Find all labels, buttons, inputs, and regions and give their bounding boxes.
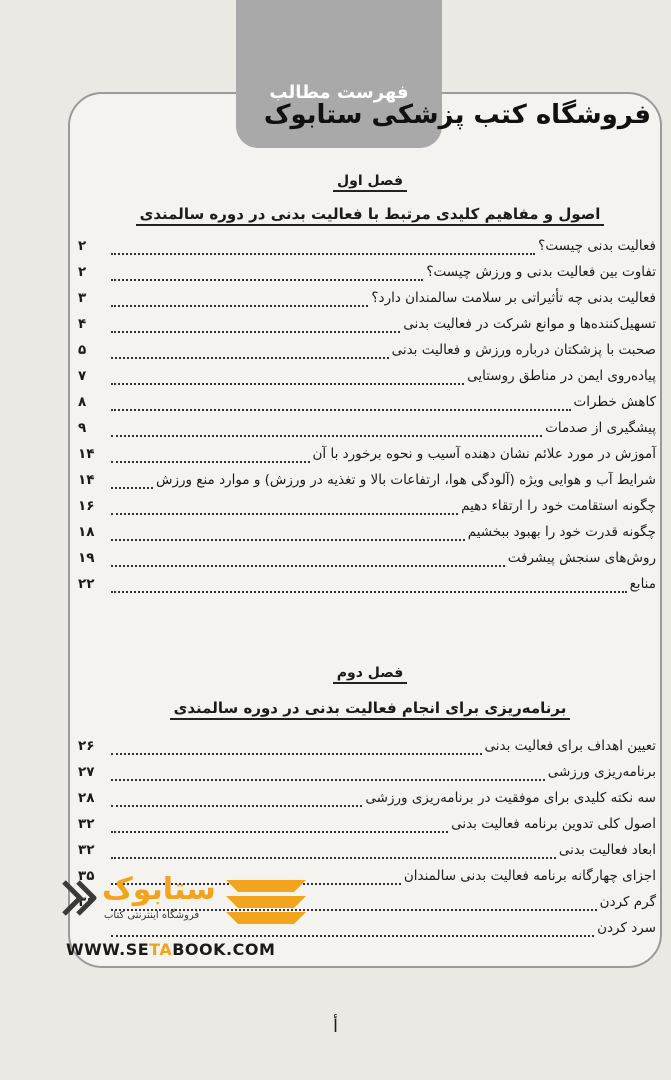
- toc-entry-label: چگونه قدرت خود را بهبود ببخشیم: [467, 524, 656, 540]
- toc-entry-page: ۳۲: [78, 842, 95, 858]
- toc-entry: [78, 842, 656, 868]
- toc-heading: فهرست مطالب: [269, 82, 409, 103]
- toc-entry: [78, 576, 656, 602]
- toc-leader-dots: [111, 753, 482, 755]
- toc-entry-label: روش‌های سنجش پیشرفت: [507, 550, 656, 566]
- toc-leader-dots: [111, 461, 310, 463]
- toc-entry: [78, 472, 656, 498]
- chapter1-toc: [78, 238, 656, 602]
- toc-entry: [78, 394, 656, 420]
- toc-entry: [78, 446, 656, 472]
- toc-entry-page: ۳: [78, 290, 87, 306]
- toc-entry-page: ۱۸: [78, 524, 95, 540]
- toc-entry-label: اصول کلی تدوین برنامه فعالیت بدنی: [451, 816, 656, 832]
- toc-entry-page: ۲: [78, 238, 87, 254]
- toc-entry-page: ۳۶: [78, 894, 95, 910]
- toc-entry-page: ۲۸: [78, 790, 95, 806]
- toc-entry-page: ۷: [78, 368, 87, 384]
- chevron-arrows-icon: [64, 882, 94, 914]
- logo-url-suffix: BOOK.COM: [172, 940, 276, 959]
- toc-leader-dots: [111, 935, 594, 937]
- toc-entry-label: گرم کردن: [599, 894, 656, 910]
- toc-entry: [78, 816, 656, 842]
- logo-wordmark: ستابوک: [102, 872, 216, 907]
- logo-url-prefix: WWW.SE: [66, 940, 150, 959]
- toc-entry-page: ۳۵: [78, 868, 95, 884]
- toc-entry-label: منابع: [629, 576, 656, 592]
- chapter1-heading: [80, 170, 660, 192]
- toc-entry: [78, 498, 656, 524]
- toc-entry-page: ۵: [78, 342, 87, 358]
- chapter2-title: فصل دوم: [333, 665, 407, 684]
- toc-leader-dots: [111, 331, 400, 333]
- toc-entry: [78, 342, 656, 368]
- toc-entry-label: صحبت با پزشکتان درباره ورزش و فعالیت بدنی: [391, 342, 656, 358]
- toc-entry-label: تسهیل‌کننده‌ها و موانع شرکت در فعالیت بدنی: [403, 316, 656, 332]
- toc-entry-page: ۴: [78, 316, 87, 332]
- toc-leader-dots: [111, 409, 571, 411]
- toc-leader-dots: [111, 487, 153, 489]
- toc-entry-label: برنامه‌ریزی ورزشی: [547, 764, 656, 780]
- toc-entry-page: ۳۲: [78, 816, 95, 832]
- toc-entry-label: سرد کردن: [597, 920, 656, 936]
- toc-entry-label: تفاوت بین فعالیت بدنی و ورزش چیست؟: [426, 264, 656, 280]
- toc-entry: [78, 316, 656, 342]
- toc-entry-page: ۱۴: [78, 446, 95, 462]
- toc-entry-label: پیاده‌روی ایمن در مناطق روستایی: [467, 368, 656, 384]
- toc-leader-dots: [111, 779, 545, 781]
- toc-entry-label: تعیین اهداف برای فعالیت بدنی: [484, 738, 656, 754]
- toc-entry-label: شرایط آب و هوایی ویژه (آلودگی هوا، ارتفاعات بالا و تغذیه در ورزش) و موارد منع ورزش: [155, 472, 656, 488]
- chapter2-subheading: [80, 698, 660, 720]
- toc-entry: [78, 550, 656, 576]
- toc-entry-page: ۲۷: [78, 764, 95, 780]
- toc-entry: [78, 790, 656, 816]
- toc-entry: [78, 238, 656, 264]
- page-folio: أ: [332, 1016, 338, 1037]
- toc-entry-label: پیشگیری از صدمات: [545, 420, 656, 436]
- toc-leader-dots: [111, 435, 542, 437]
- toc-entry: [78, 290, 656, 316]
- toc-entry-label: اجزای چهارگانه برنامه فعالیت بدنی سالمندان: [403, 868, 656, 884]
- setabook-logo: [50, 872, 340, 932]
- toc-entry: [78, 524, 656, 550]
- toc-entry-page: ۱۹: [78, 550, 95, 566]
- toc-entry-page: ۲۶: [78, 738, 95, 754]
- toc-leader-dots: [111, 513, 458, 515]
- chapter2-subtitle: برنامه‌ریزی برای انجام فعالیت بدنی در دوره سالمندی: [170, 699, 571, 720]
- toc-leader-dots: [111, 591, 627, 593]
- store-banner: فروشگاه کتب پزشکی ستابوک: [263, 100, 651, 130]
- toc-leader-dots: [111, 539, 465, 541]
- toc-entry: [78, 368, 656, 394]
- toc-entry-page: ۱۶: [78, 498, 95, 514]
- toc-entry-label: فعالیت بدنی چیست؟: [538, 238, 656, 254]
- toc-entry-page: ۹: [78, 420, 87, 436]
- toc-entry-label: چگونه استقامت خود را ارتقاء دهیم: [461, 498, 656, 514]
- toc-leader-dots: [111, 357, 389, 359]
- chapter1-subtitle: اصول و مفاهیم کلیدی مرتبط با فعالیت بدنی در دوره سالمندی: [136, 205, 605, 226]
- toc-entry: [78, 764, 656, 790]
- toc-leader-dots: [111, 305, 368, 307]
- stacked-books-icon: [226, 880, 306, 924]
- toc-entry-label: سه نکته کلیدی برای موفقیت در برنامه‌ریزی ورزشی: [365, 790, 656, 806]
- logo-url-accent: TA: [149, 940, 173, 959]
- toc-entry-label: آموزش در مورد علائم نشان دهنده آسیب و نحوه برخورد با آن: [312, 446, 656, 462]
- toc-leader-dots: [111, 383, 464, 385]
- toc-leader-dots: [111, 279, 423, 281]
- toc-leader-dots: [111, 831, 448, 833]
- toc-entry-page: ۱۴: [78, 472, 95, 488]
- logo-url: [66, 940, 275, 959]
- toc-entry: [78, 738, 656, 764]
- toc-entry: [78, 420, 656, 446]
- chapter2-heading: [80, 662, 660, 684]
- toc-entry-label: کاهش خطرات: [573, 394, 656, 410]
- toc-entry-page: ۸: [78, 394, 87, 410]
- logo-tagline: فروشگاه اینترنتی کتاب: [104, 910, 200, 921]
- toc-leader-dots: [111, 805, 362, 807]
- toc-leader-dots: [111, 565, 505, 567]
- chapter1-title: فصل اول: [333, 173, 407, 192]
- toc-entry-label: ابعاد فعالیت بدنی: [558, 842, 656, 858]
- toc-entry: [78, 264, 656, 290]
- chapter1-subheading: [80, 204, 660, 226]
- toc-entry-label: فعالیت بدنی چه تأثیراتی بر سلامت سالمندان دارد؟: [371, 290, 656, 306]
- toc-entry-page: ۲: [78, 264, 87, 280]
- toc-entry-page: ۲۲: [78, 576, 95, 592]
- toc-leader-dots: [111, 857, 556, 859]
- toc-leader-dots: [111, 253, 535, 255]
